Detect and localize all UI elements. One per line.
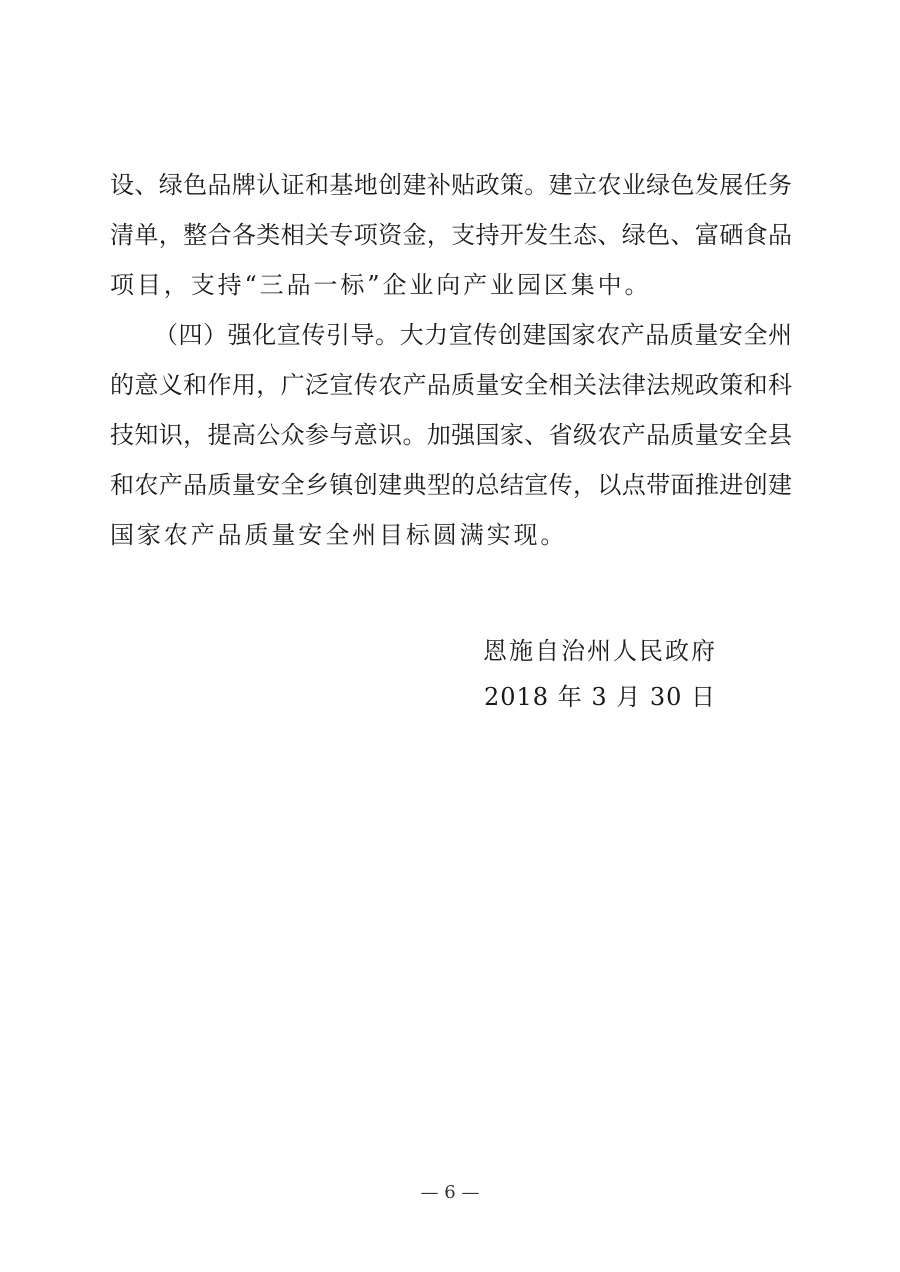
text-line: 技知识，提高公众参与意识。加强国家、省级农产品质量安全县 (110, 421, 792, 449)
text-line: （四）强化宣传引导。大力宣传创建国家农产品质量安全州 (154, 321, 792, 349)
text-line: 项目，支持“三品一标”企业向产业园区集中。 (110, 271, 652, 299)
signature-block (470, 628, 730, 720)
paragraph-publicity (110, 310, 792, 560)
text-line: 国家农产品质量安全州目标圆满实现。 (110, 521, 568, 549)
paragraph-policy (110, 160, 792, 310)
document-body (110, 160, 792, 560)
issuing-organization: 恩施自治州人民政府 (483, 637, 717, 665)
page-number: — 6 — (420, 1182, 480, 1203)
text-line: 的意义和作用，广泛宣传农产品质量安全相关法律法规政策和科 (110, 371, 792, 399)
text-line: 设、绿色品牌认证和基地创建补贴政策。建立农业绿色发展任务 (110, 171, 792, 199)
issue-date: 2018 年 3 月 30 日 (483, 683, 717, 711)
text-line: 清单，整合各类相关专项资金，支持开发生态、绿色、富硒食品 (110, 221, 792, 249)
text-line: 和农产品质量安全乡镇创建典型的总结宣传，以点带面推进创建 (110, 471, 792, 499)
